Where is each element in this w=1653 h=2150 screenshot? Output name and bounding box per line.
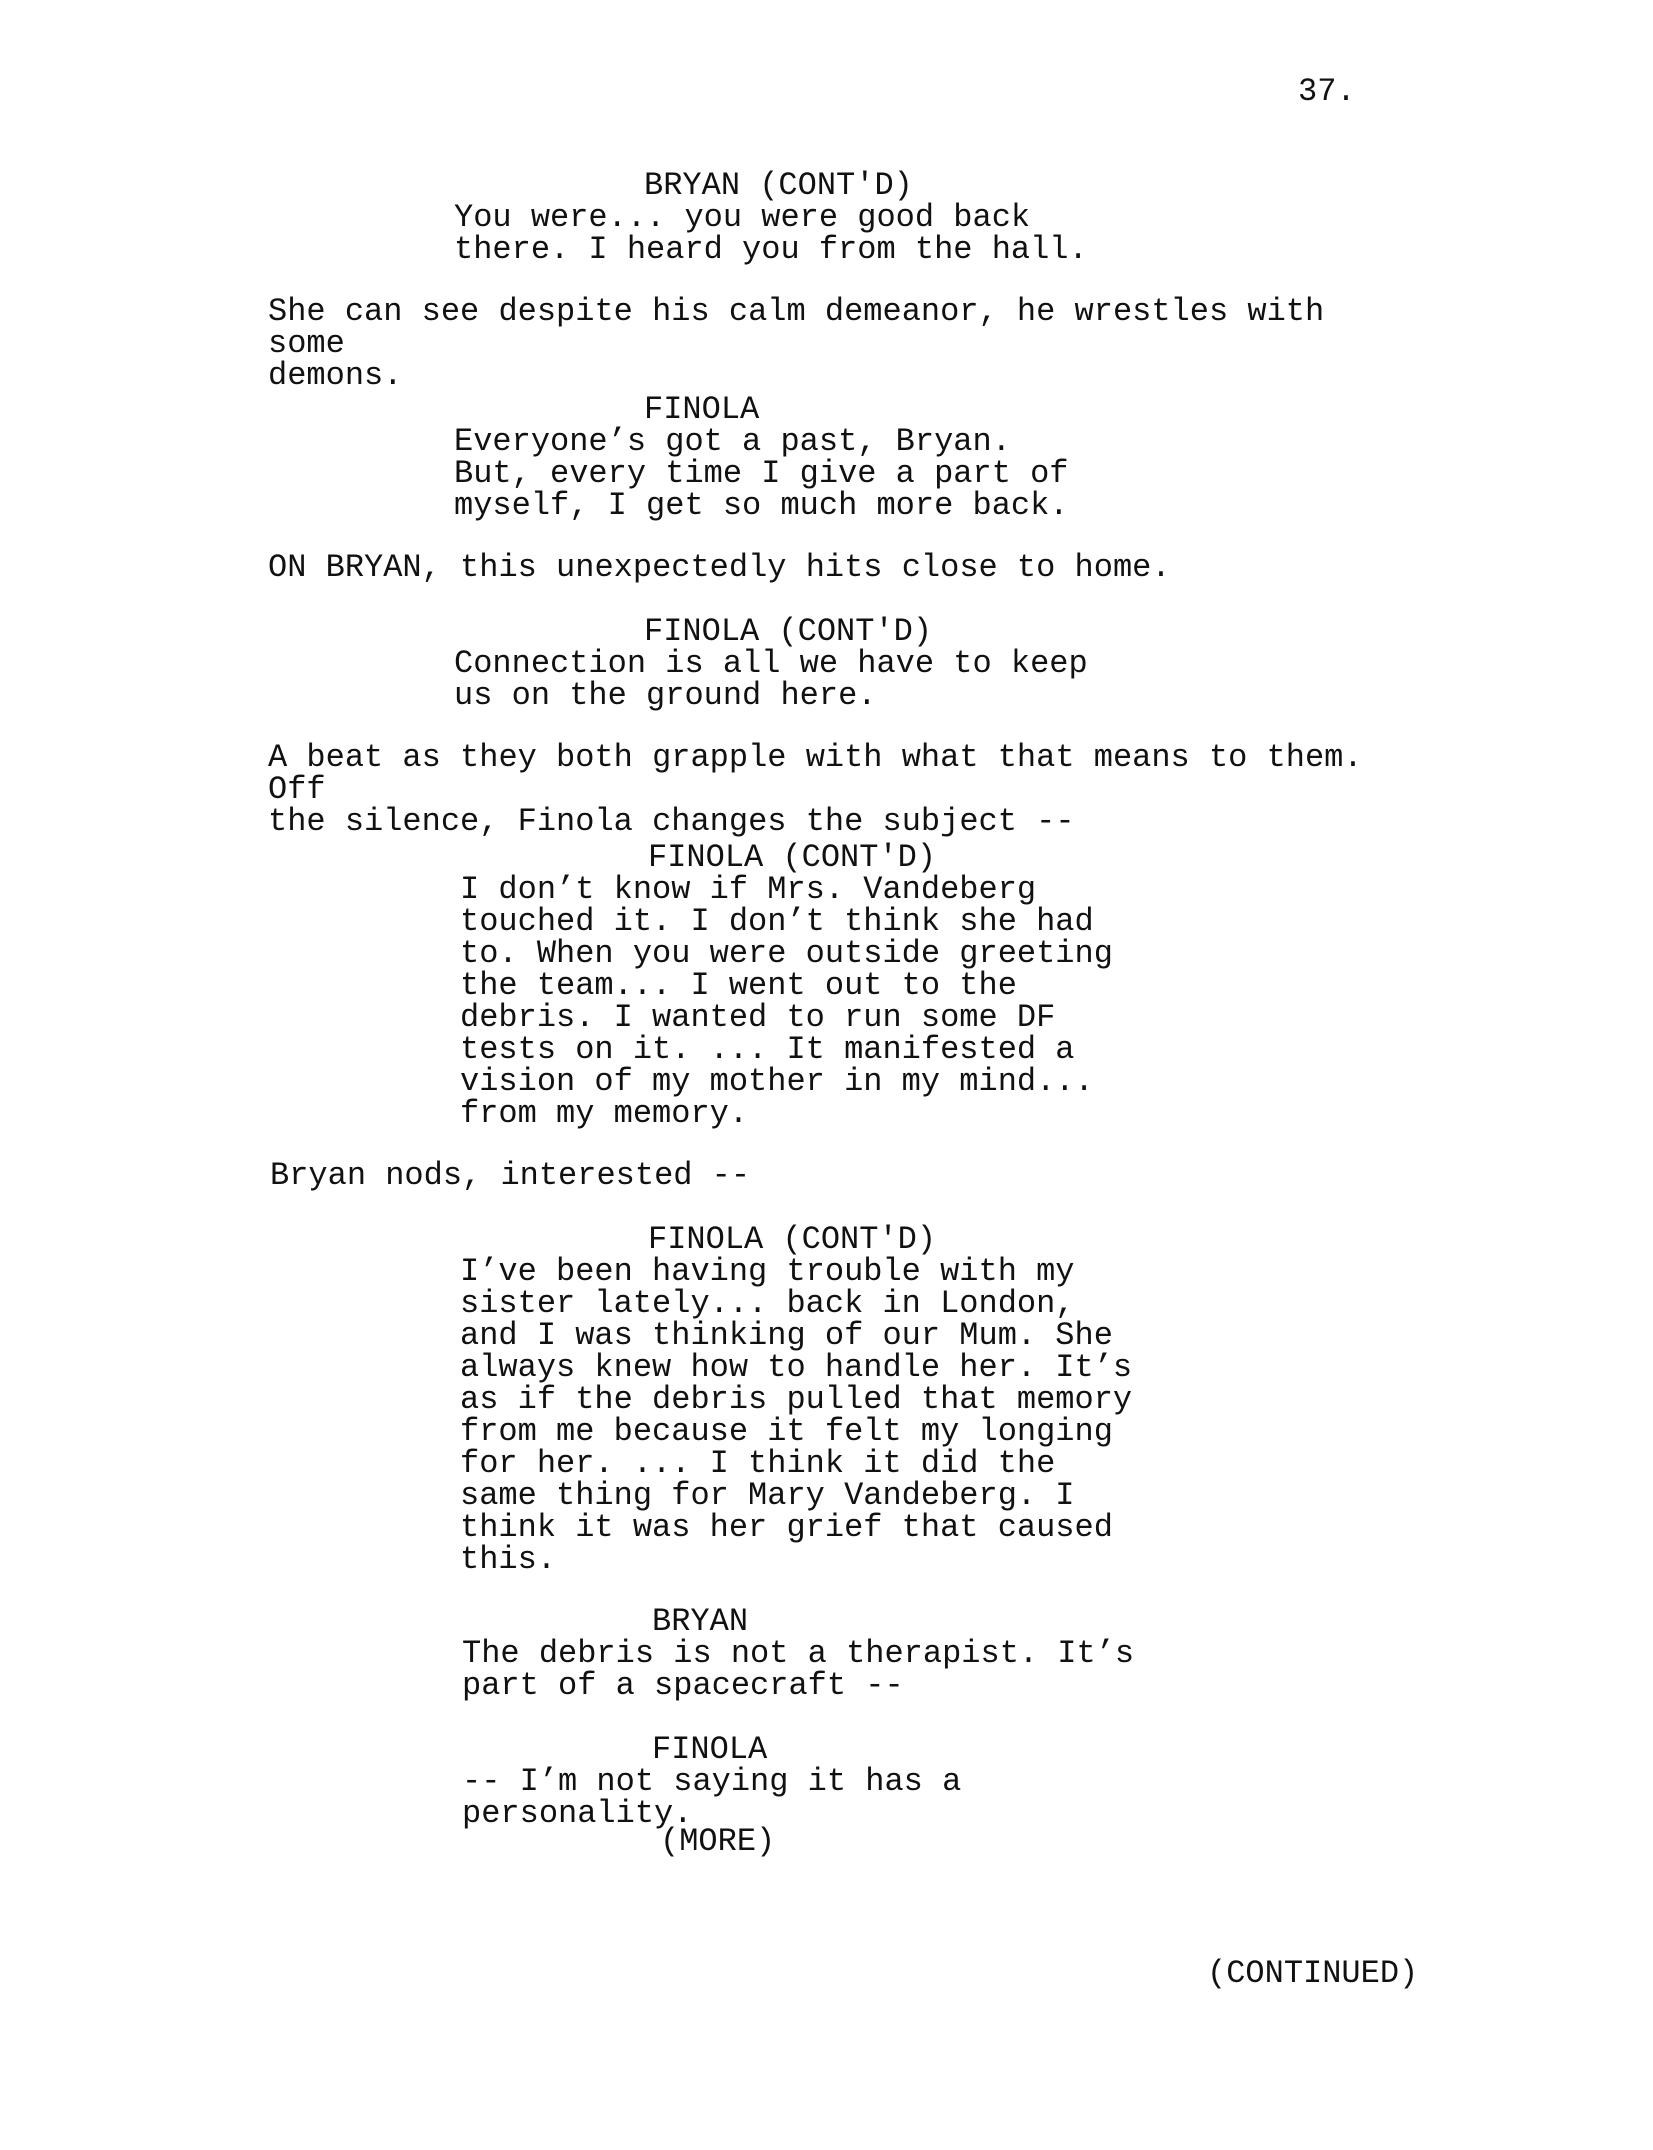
page-number: 37. [1298, 73, 1356, 110]
character-cue: FINOLA [644, 391, 760, 428]
action-line: ON BRYAN, this unexpectedly hits close to home. [268, 549, 1171, 586]
dialogue: Connection is all we have to keep us on the ground here. [454, 645, 1088, 714]
dialogue: Everyone’s got a past, Bryan. But, every time I give a part of myself, I get so much more back. [454, 423, 1069, 524]
character-cue: FINOLA [652, 1731, 768, 1768]
action-line: Bryan nods, interested -- [270, 1157, 751, 1194]
continued-marker: (CONTINUED) [1207, 1955, 1419, 1992]
character-cue: FINOLA (CONT'D) [648, 839, 937, 876]
character-cue: FINOLA (CONT'D) [648, 1221, 937, 1258]
action-line: A beat as they both grapple with what that means to them. Off the silence, Finola changes the subject -- [268, 739, 1363, 840]
dialogue: I don’t know if Mrs. Vandeberg touched it. I don’t think she had to. When you were outside greeting the team... I went out to the debris. I wanted to run some DF tests on it. ... It manifested a vision of my mother in my mind... from my memory. [460, 871, 1113, 1132]
character-cue: BRYAN (CONT'D) [644, 167, 913, 204]
more-marker: (MORE) [660, 1823, 776, 1860]
character-cue: BRYAN [652, 1603, 749, 1640]
dialogue: I’ve been having trouble with my sister lately... back in London, and I was thinking of our Mum. She always knew how to handle her. It’s as if the debris pulled that memory from me because it felt my longing for her. ... I think it did the same thing for Mary Vandeberg. I think it was her grief that caused this. [460, 1253, 1133, 1578]
character-cue: FINOLA (CONT'D) [644, 613, 933, 650]
dialogue: You were... you were good back there. I heard you from the hall. [454, 199, 1088, 268]
dialogue: -- I’m not saying it has a personality. [462, 1763, 962, 1832]
dialogue: The debris is not a therapist. It’s part of a spacecraft -- [462, 1635, 1135, 1704]
action-line: She can see despite his calm demeanor, he wrestles with some demons. [268, 293, 1325, 394]
